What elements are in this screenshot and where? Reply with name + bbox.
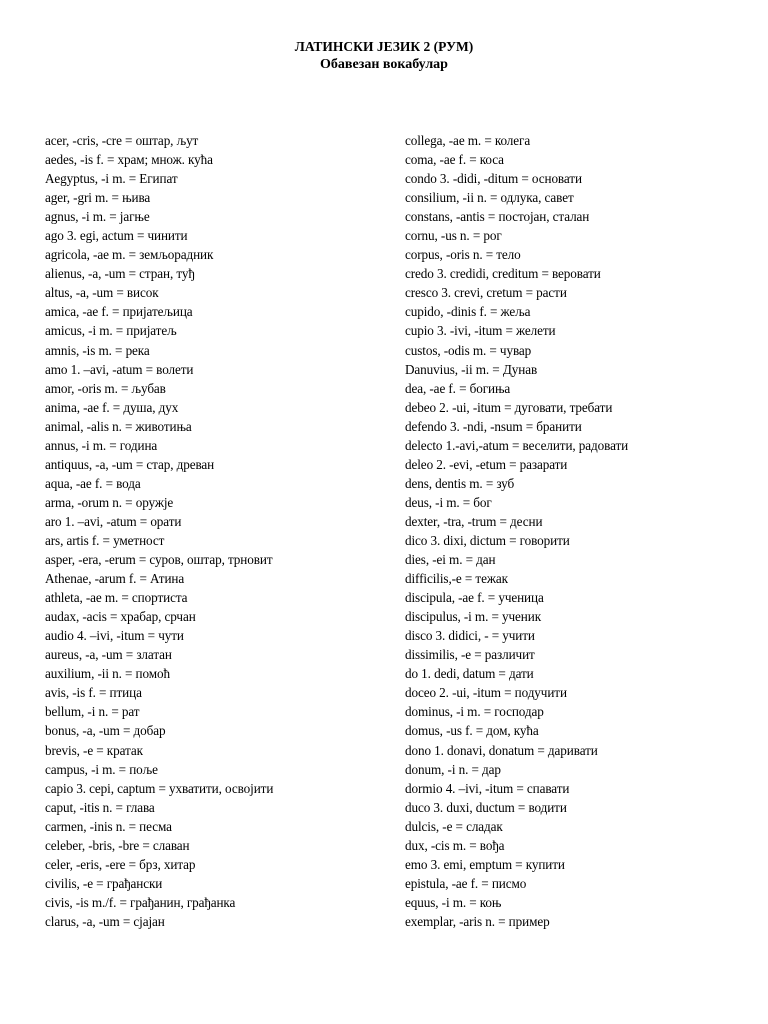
vocabulary-entry: amnis, -is m. = река — [45, 342, 150, 358]
vocabulary-entry: corpus, -oris n. = тело — [405, 247, 521, 263]
vocabulary-entry: bonus, -a, -um = добар — [45, 723, 166, 739]
vocabulary-entry: duco 3. duxi, ductum = водити — [405, 799, 567, 815]
vocabulary-entry: discipulus, -i m. = ученик — [405, 609, 542, 625]
vocabulary-entry: dormio 4. –ivi, -itum = спавати — [405, 780, 570, 796]
vocabulary-entry: delecto 1.-avi,-atum = веселити, радовати — [405, 437, 629, 453]
vocabulary-entry: epistula, -ae f. = писмо — [405, 875, 527, 891]
vocabulary-entry: constans, -antis = постојан, сталан — [405, 209, 590, 225]
vocabulary-entry: altus, -a, -um = висок — [45, 285, 159, 301]
vocabulary-entry: domus, -us f. = дом, кућа — [405, 723, 539, 739]
vocabulary-entry: audio 4. –ivi, -itum = чути — [45, 628, 184, 644]
vocabulary-entry: cupio 3. -ivi, -itum = желети — [405, 323, 556, 339]
vocabulary-entry: capio 3. cepi, captum = ухватити, освојити — [45, 780, 274, 796]
vocabulary-entry: exemplar, -aris n. = пример — [405, 913, 550, 929]
document-header — [0, 38, 768, 74]
vocabulary-entry: Danuvius, -ii m. = Дунав — [405, 361, 538, 377]
vocabulary-entry: cornu, -us n. = рог — [405, 228, 502, 244]
vocabulary-entry: aedes, -is f. = храм; множ. кућа — [45, 152, 213, 168]
vocabulary-entry: donum, -i n. = дар — [405, 761, 501, 777]
vocabulary-entry: agnus, -i m. = јагње — [45, 209, 150, 225]
document-title: ЛАТИНСКИ ЈЕЗИК 2 (РУМ) — [294, 39, 474, 54]
vocabulary-entry: carmen, -inis n. = песма — [45, 818, 172, 834]
vocabulary-entry: aro 1. –avi, -atum = орати — [45, 513, 182, 529]
vocabulary-entry: dies, -ei m. = дан — [405, 552, 496, 568]
vocabulary-entry: brevis, -e = кратак — [45, 742, 143, 758]
vocabulary-entry: dea, -ae f. = богиња — [405, 380, 511, 396]
vocabulary-entry: acer, -cris, -cre = оштар, љут — [45, 133, 199, 148]
vocabulary-entry: caput, -itis n. = глава — [45, 799, 155, 815]
vocabulary-entry: dominus, -i m. = господар — [405, 704, 544, 720]
vocabulary-entry: celer, -eris, -ere = брз, хитар — [45, 856, 196, 872]
vocabulary-entry: civis, -is m./f. = грађанин, грађанка — [45, 894, 236, 910]
vocabulary-entry: dulcis, -e = сладак — [405, 818, 503, 834]
vocabulary-entry: Athenae, -arum f. = Атина — [45, 571, 185, 587]
vocabulary-entry: emo 3. emi, emptum = купити — [405, 856, 565, 872]
vocabulary-entry: doceo 2. -ui, -itum = подучити — [405, 685, 567, 701]
vocabulary-entry: coma, -ae f. = коса — [405, 152, 504, 168]
vocabulary-entry: antiquus, -a, -um = стар, древан — [45, 456, 215, 472]
vocabulary-entry: discipula, -ae f. = ученица — [405, 590, 544, 606]
vocabulary-entry: annus, -i m. = година — [45, 437, 158, 453]
vocabulary-entry: arma, -orum n. = оружје — [45, 494, 174, 510]
vocabulary-entry: civilis, -e = грађански — [45, 875, 163, 891]
vocabulary-entry: avis, -is f. = птица — [45, 685, 142, 701]
vocabulary-entry: deleo 2. -evi, -etum = разарати — [405, 456, 568, 472]
vocabulary-entry: auxilium, -ii n. = помоћ — [45, 666, 170, 682]
vocabulary-entry: ago 3. egi, actum = чинити — [45, 228, 188, 244]
vocabulary-entry: agricola, -ae m. = земљорадник — [45, 247, 214, 263]
vocabulary-entry: amicus, -i m. = пријатељ — [45, 323, 177, 339]
vocabulary-entry: cupido, -dinis f. = жеља — [405, 304, 531, 320]
vocabulary-entry: ager, -gri m. = њива — [45, 190, 151, 206]
vocabulary-entry: credo 3. credidi, creditum = веровати — [405, 266, 601, 282]
vocabulary-entry: amo 1. –avi, -atum = волети — [45, 361, 194, 377]
vocabulary-entry: deus, -i m. = бог — [405, 494, 492, 510]
vocabulary-column-left — [45, 131, 395, 931]
vocabulary-entry: amor, -oris m. = љубав — [45, 380, 166, 396]
vocabulary-entry: amica, -ae f. = пријатељица — [45, 304, 193, 320]
vocabulary-entry: anima, -ae f. = душа, дух — [45, 399, 179, 415]
vocabulary-entry: audax, -acis = храбар, срчан — [45, 609, 196, 625]
vocabulary-entry: disco 3. didici, - = учити — [405, 628, 535, 644]
vocabulary-entry: defendo 3. -ndi, -nsum = бранити — [405, 418, 582, 434]
vocabulary-entry: animal, -alis n. = животиња — [45, 418, 192, 434]
vocabulary-entry: dexter, -tra, -trum = десни — [405, 513, 543, 529]
vocabulary-entry: dens, dentis m. = зуб — [405, 475, 515, 491]
vocabulary-entry: equus, -i m. = коњ — [405, 894, 502, 910]
vocabulary-entry: dono 1. donavi, donatum = даривати — [405, 742, 598, 758]
document-subtitle: Обавезан вокабулар — [320, 57, 448, 72]
vocabulary-entry: clarus, -a, -um = сјајан — [45, 913, 165, 929]
vocabulary-entry: aqua, -ae f. = вода — [45, 475, 141, 491]
vocabulary-entry: cresco 3. crevi, cretum = расти — [405, 285, 567, 301]
vocabulary-entry: campus, -i m. = поље — [45, 761, 158, 777]
vocabulary-entry: consilium, -ii n. = одлука, савет — [405, 190, 574, 206]
vocabulary-entry: debeo 2. -ui, -itum = дуговати, требати — [405, 399, 613, 415]
vocabulary-entry: dux, -cis m. = вођа — [405, 837, 505, 853]
vocabulary-entry: alienus, -a, -um = стран, туђ — [45, 266, 195, 282]
vocabulary-entry: dissimilis, -e = различит — [405, 647, 535, 663]
vocabulary-entry: athleta, -ae m. = спортиста — [45, 590, 188, 606]
vocabulary-entry: celeber, -bris, -bre = славан — [45, 837, 190, 853]
vocabulary-entry: aureus, -a, -um = златан — [45, 647, 172, 663]
vocabulary-entry: bellum, -i n. = рат — [45, 704, 140, 720]
vocabulary-entry: collega, -ae m. = колега — [405, 133, 531, 148]
vocabulary-entry: condo 3. -didi, -ditum = основати — [405, 171, 582, 187]
vocabulary-entry: difficilis,-e = тежак — [405, 571, 508, 587]
vocabulary-entry: asper, -era, -erum = суров, оштар, трновит — [45, 552, 273, 568]
vocabulary-column-right — [405, 131, 765, 931]
vocabulary-entry: Aegyptus, -i m. = Египат — [45, 171, 178, 187]
vocabulary-entry: do 1. dedi, datum = дати — [405, 666, 534, 682]
vocabulary-entry: custos, -odis m. = чувар — [405, 342, 532, 358]
vocabulary-entry: ars, artis f. = уметност — [45, 532, 165, 548]
vocabulary-entry: dico 3. dixi, dictum = говорити — [405, 532, 570, 548]
